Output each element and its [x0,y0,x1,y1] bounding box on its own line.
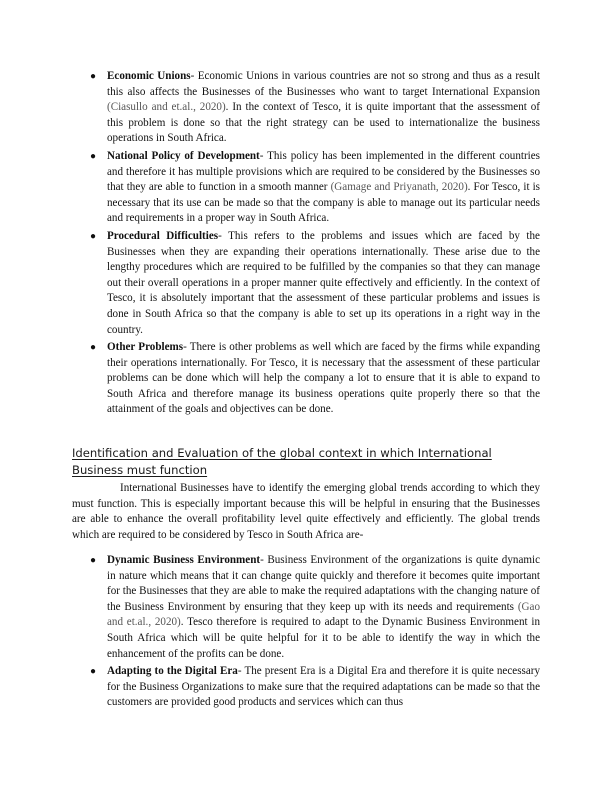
intro-paragraph: International Businesses have to identify the emerging global trends according to which they must function. This is especially important because this will be helpful in ensuring that the Businesses are able to enhance the overall profitability level quite effectively and efficiently. The global trends which are required to be considered by Tesco in South Africa are- [72,482,540,541]
bullet-icon: ● [89,150,97,162]
section-heading: Identification and Evaluation of the global context in which International Business must function [72,446,492,477]
list-item-term: National Policy of Development [107,149,260,162]
list-item-text: - There is other problems as well which are faced by the firms while expanding their operations internationally. For Tesco, it is necessary that the assessment of these particular problems can be done which will help the company a lot to ensure that it is able to expand to South Africa and therefore manage its business operations quite properly there so that the attainment of the goals and objectives can be done. [107,341,540,416]
list-item-term: Other Problems [107,341,184,354]
list-item [89,229,540,338]
list-item-term: Economic Unions [107,70,191,82]
bullet-icon: ● [89,71,97,82]
citation: (Gao and et.al., 2020) [107,600,540,629]
bullet-icon: ● [89,230,97,242]
citation: (Gamage and Priyanath, 2020) [330,181,468,194]
list-item [89,69,540,147]
list-item-text: . In the context of Tesco, it is quite important that the assessment of this problem is done so that the right strategy can be used to internationalize the business operations in South Africa. [107,101,540,145]
bullet-icon: ● [89,666,97,678]
bullet-list-trends [89,553,541,713]
list-item-text: . Tesco therefore is required to adapt to the Dynamic Business Environment in South Africa which will be quite helpful for it to be able to identify the way in which the enhancement of the profits can be done. [107,616,540,660]
list-item [89,664,541,711]
bullet-icon: ● [89,342,97,354]
bullet-icon: ● [89,555,97,566]
list-item-text: - This policy has been implemented in the different countries and therefore it has multiple provisions which are required to be considered by the Businesses so that they are able to function in a smooth manner [107,149,541,194]
list-item [89,340,540,418]
list-item-text: - Business Environment of the organizations is quite dynamic in nature which means that it can change quite quickly and therefore it becomes quite important for the Businesses that they are able to make the required adaptations with the changing nature of the Business Environment by ensuring that they keep up with its needs and requirements [107,554,540,613]
list-item-text: - The present Era is a Digital Era and therefore it is quite necessary for the Business Organizations to make sure that the required adaptations can be made so that the customers are provided good products and services which can thus [107,665,541,709]
bullet-list-challenges [89,69,541,420]
list-item [89,553,540,662]
citation: (Ciasullo and et.al., 2020) [107,101,226,114]
list-item [89,149,541,227]
list-item-term: Procedural Difficulties [107,229,219,242]
list-item-text: - This refers to the problems and issues which are faced by the Businesses when they are expanding their operations internationally. These arise due to the lengthy procedures which are required to be fulfilled by the companies so that they can manage out their overall operations in a proper manner quite effectively and efficiently. In the context of Tesco, it is absolutely important that the assessment of these particular problems and issues is done in South Africa so that the company is able to set up its operations in a right way in the country. [107,229,540,336]
list-item-term: Dynamic Business Environment [107,554,261,566]
list-item-text: - Economic Unions in various countries are not so strong and thus as a result this also affects the Businesses of the Businesses who want to target International Expansion [107,70,540,98]
list-item-text: . For Tesco, it is necessary that its use can be made so that the company is able to manage out its particular needs and requirements in a proper way in South Africa. [107,181,541,225]
list-item-term: Adapting to the Digital Era [107,665,238,678]
